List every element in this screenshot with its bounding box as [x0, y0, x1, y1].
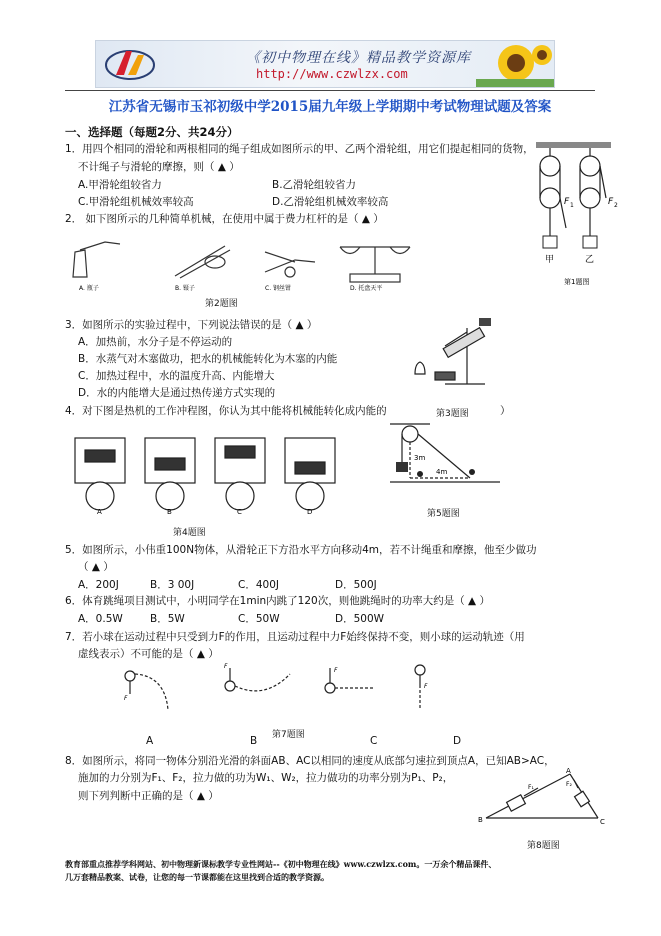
header-rule: [65, 90, 595, 91]
q4-stem: 4．对下图是热机的工作冲程图，你认为其中能将机械能转化成内能的: [65, 405, 387, 417]
site-logo: [102, 45, 162, 83]
q2-figure: [65, 232, 445, 292]
q1-figure: [528, 140, 623, 288]
q8-stem: 8．如图所示，将同一物体分别沿光滑的斜面AB、AC以相同的速度从底部匀速拉到顶点A，已知AB>AC，: [65, 755, 555, 767]
q1-option-c: C.甲滑轮组机械效率较高: [78, 196, 194, 208]
banner-url[interactable]: http://www.czwlzx.com: [256, 67, 408, 81]
q6-option-b: B．5W: [150, 613, 185, 625]
q7-label-a: A: [146, 735, 154, 747]
q4-caption: 第4题图: [173, 528, 206, 538]
q1-stem: 1．用四个相同的滑轮和两根相同的绳子组成如图所示的甲、乙两个滑轮组，用它们提起相同的货物，: [65, 143, 534, 155]
header-banner: [95, 40, 555, 88]
q5-stem: 5．如图所示，小伟重100N物体，从滑轮正下方沿水平方向移动4m，若不计绳重和摩擦，他至少做功: [65, 544, 537, 556]
q7-stem: 7．若小球在运动过程中只受到力F的作用，且运动过程中力F始终保持不变，则小球的运动轨迹（用: [65, 631, 525, 643]
footer-line1: 教育部重点推荐学科网站、初中物理新课标教学专业性网站--《初中物理在线》www.czwlzx.com。一万余个精品课件、: [65, 859, 497, 869]
q3-stem: 3．如图所示的实验过程中，下列说法错误的是（ ▲ ）: [65, 319, 318, 331]
q8-point-c: C: [600, 818, 605, 826]
q5-height-label: 3m: [414, 454, 426, 462]
q5-distance-label: 4m: [436, 468, 448, 476]
q7-force-c: F: [334, 667, 338, 674]
q6-option-c: C．50W: [238, 613, 280, 625]
footer-line2: 几万套精品教案、试卷，让您的每一节课都能在这里找到合适的教学资源。: [65, 872, 329, 882]
q8-figure: [478, 768, 613, 830]
q8-stem-line3: 则下列判断中正确的是（ ▲ ）: [78, 790, 219, 802]
q6-option-a: A．0.5W: [78, 613, 123, 625]
sunflower-icon: [476, 41, 554, 87]
q7-label-c: C: [370, 735, 378, 747]
q8-caption: 第8题图: [527, 841, 560, 851]
q5-stem-line2: （ ▲ ）: [78, 561, 114, 573]
q8-point-b: B: [478, 816, 483, 824]
q4-label-b: B: [167, 508, 172, 516]
q1-label-jia: 甲: [545, 255, 555, 265]
q1-f1-sub: 1: [570, 202, 574, 209]
q3-figure: [405, 318, 505, 388]
q2-item-d: D. 托盘天平: [350, 285, 383, 292]
q1-f2-sub: 2: [614, 202, 618, 209]
q8-f1-label: F₁: [528, 784, 534, 791]
q5-option-d: D．500J: [335, 579, 377, 591]
q8-f2-label: F₂: [566, 781, 572, 788]
q7-force-b: F: [224, 663, 228, 670]
q7-caption: 第7题图: [272, 730, 305, 740]
q6-stem: 6．体育跳绳项目测试中，小明同学在1min内跳了120次，则他跳绳时的功率大约是（ ▲ ）: [65, 595, 490, 607]
q4-label-a: A: [97, 508, 102, 516]
q5-figure: [390, 420, 510, 492]
q1-option-a: A.甲滑轮组较省力: [78, 179, 162, 191]
q1-f1-label: F: [564, 197, 570, 207]
document-title: 江苏省无锡市玉祁初级中学2015届九年级上学期期中考试物理试题及答案: [108, 99, 552, 115]
q4-figure: [65, 428, 365, 518]
q7-force-a: F: [124, 695, 128, 702]
q7-stem-line2: 虚线表示）不可能的是（ ▲ ）: [78, 648, 219, 660]
q7-label-b: B: [250, 735, 258, 747]
q5-option-c: C．400J: [238, 579, 279, 591]
q1-f2-label: F: [608, 197, 614, 207]
q3-option-a: A．加热前，水分子是不停运动的: [78, 336, 233, 348]
q4-stem-end: ）: [500, 405, 511, 417]
q1-caption: 第1题图: [564, 278, 590, 286]
q2-item-c: C. 钢丝钳: [265, 285, 292, 292]
q5-option-a: A．200J: [78, 579, 119, 591]
page-footer: [65, 858, 605, 884]
q1-label-yi: 乙: [585, 255, 595, 265]
q1-option-d: D.乙滑轮组机械效率较高: [272, 196, 389, 208]
q3-option-d: D．水的内能增大是通过热传递方式实现的: [78, 387, 276, 399]
q8-point-a: A: [566, 768, 571, 775]
q6-option-d: D．500W: [335, 613, 385, 625]
q4-label-d: D: [307, 508, 313, 516]
q7-force-d: F: [424, 683, 428, 690]
q2-item-b: B. 镊子: [175, 285, 195, 292]
banner-title: 《初中物理在线》精品教学资源库: [246, 50, 471, 66]
q4-label-c: C: [237, 508, 242, 516]
q2-item-a: A. 瓶子: [79, 285, 99, 292]
q3-caption: 第3题图: [436, 409, 469, 419]
q3-option-b: B．水蒸气对木塞做功，把水的机械能转化为木塞的内能: [78, 353, 338, 365]
q7-label-d: D: [453, 735, 462, 747]
section-heading: 一、选择题（每题2分、共24分）: [65, 125, 239, 139]
q2-stem: 2． 如下图所示的几种简单机械，在使用中属于费力杠杆的是（ ▲ ）: [65, 213, 384, 225]
q5-option-b: B．3 00J: [150, 579, 195, 591]
q1-stem-line2: 不计绳子与滑轮的摩擦，则（ ▲ ）: [78, 161, 240, 173]
q1-option-b: B.乙滑轮组较省力: [272, 179, 357, 191]
q3-option-c: C．加热过程中，水的温度升高、内能增大: [78, 370, 275, 382]
q2-caption: 第2题图: [205, 299, 238, 309]
q8-stem-line2: 施加的力分别为F₁、F₂，拉力做的功为W₁、W₂，拉力做功的功率分别为P₁、P₂，: [78, 772, 454, 784]
q5-caption: 第5题图: [427, 509, 460, 519]
